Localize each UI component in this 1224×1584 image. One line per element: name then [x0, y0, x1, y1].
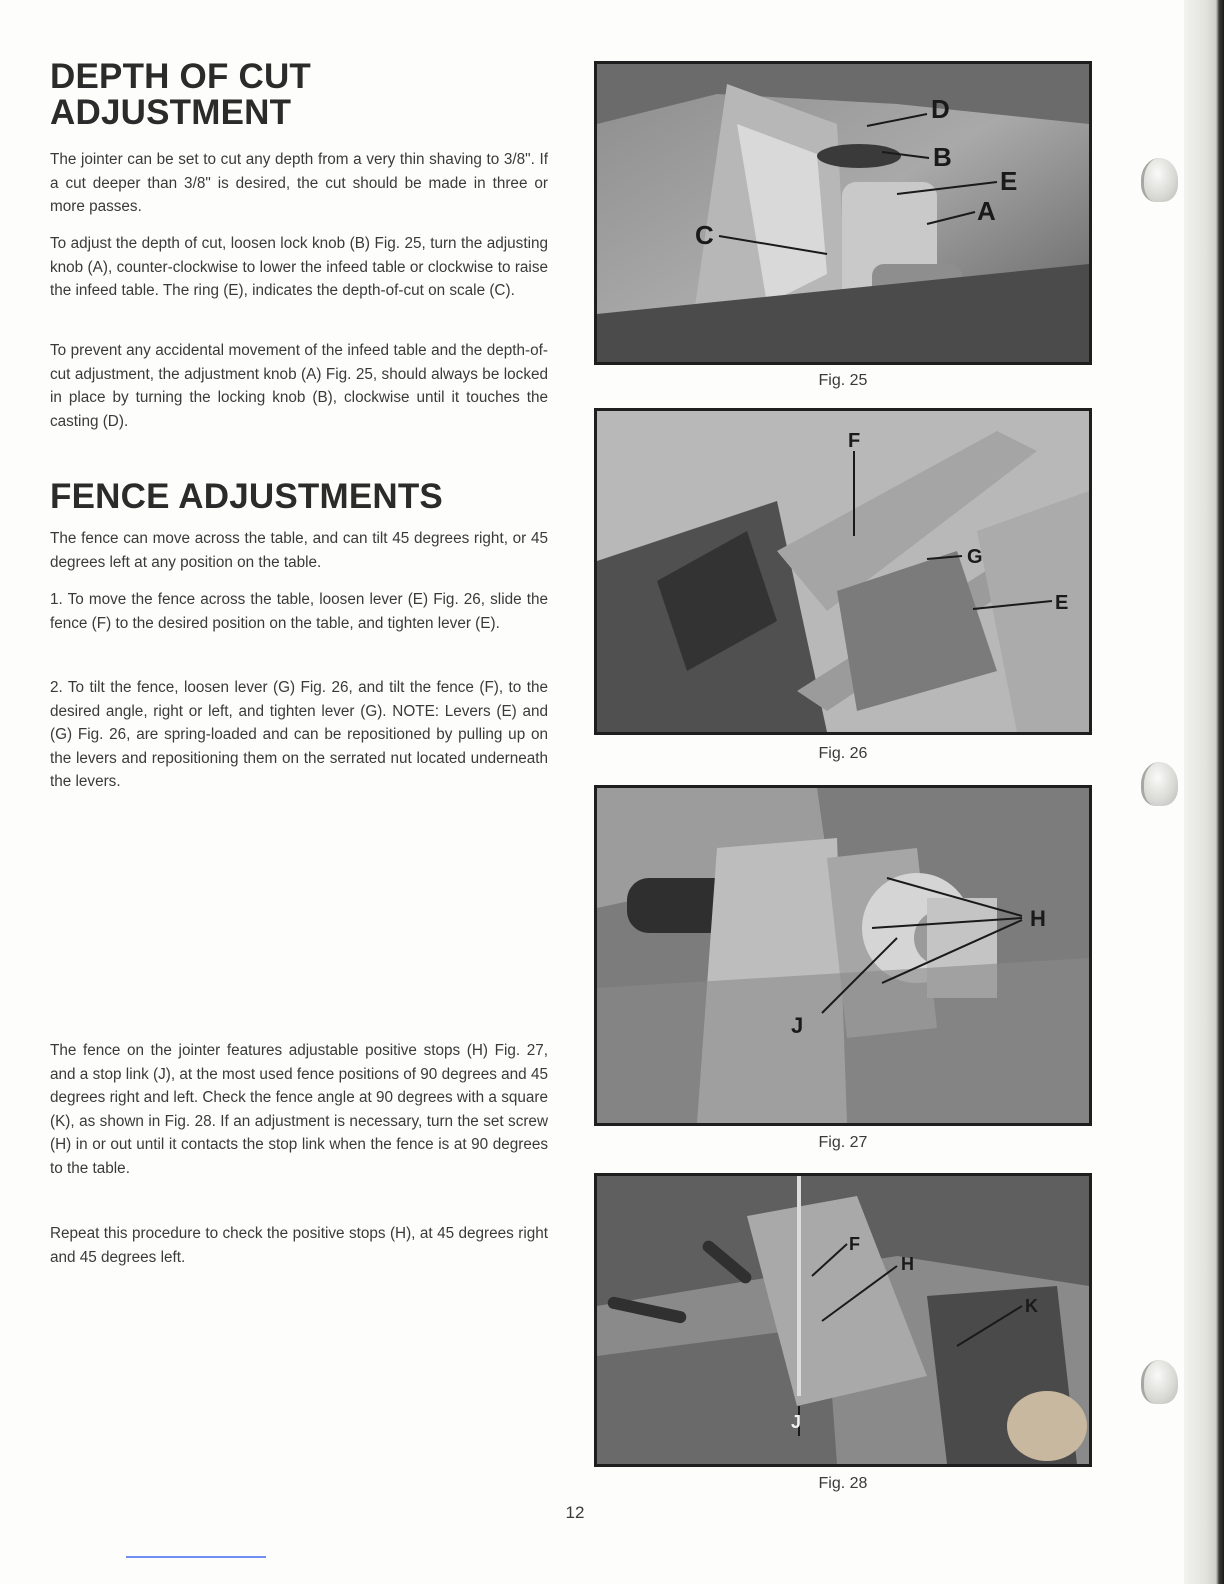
callout-label: F [849, 1234, 860, 1254]
callout-label: E [1000, 166, 1018, 196]
callout-label: J [791, 1013, 804, 1038]
fence-paragraph: Repeat this procedure to check the positive stops (H), at 45 degrees right and 45 degrees left. [50, 1225, 548, 1266]
fence-step-1: 1. To move the fence across the table, loosen lever (E) Fig. 26, slide the fence (F) to the desired position on the table, and tighten lever (E). [50, 591, 548, 632]
binder-hole [1141, 762, 1178, 806]
figure-28-photo [594, 1173, 1092, 1467]
depth-paragraph: To adjust the depth of cut, loosen lock knob (B) Fig. 25, turn the adjusting knob (A), counter-clockwise to lower the infeed table or clockwise to raise the infeed table. The ring (E), indicates the depth-of-cut on scale (C). [50, 235, 548, 299]
bottom-rule [126, 1556, 266, 1558]
callout-label: K [1025, 1296, 1038, 1316]
page-number: 12 [565, 1503, 585, 1522]
figure-26-photo [594, 408, 1092, 735]
callout-label: F [848, 430, 861, 452]
callout-label: E [1055, 592, 1069, 614]
figure-26-caption: Fig. 26 [818, 745, 868, 762]
figure-25-photo [594, 61, 1092, 365]
callout-label: H [1030, 906, 1046, 931]
binder-edge [1184, 0, 1224, 1584]
callout-label: C [695, 220, 714, 250]
depth-paragraph: To prevent any accidental movement of the infeed table and the depth-of-cut adjustment, the adjustment knob (A) Fig. 25, should always be locked in place by turning the locking knob (B), clockwise until it touches the casting (D). [50, 342, 548, 430]
callout-label: A [977, 196, 996, 226]
figure-25-caption: Fig. 25 [818, 372, 868, 389]
callout-label: D [931, 94, 950, 124]
figure-27-caption: Fig. 27 [818, 1134, 868, 1151]
callout-label: J [791, 1412, 802, 1432]
fence-heading: FENCE ADJUSTMENTS [50, 477, 443, 516]
callout-label: H [901, 1254, 914, 1274]
fence-step-2: 2. To tilt the fence, loosen lever (G) Fig. 26, and tilt the fence (F), to the desired angle, right or left, and tighten lever (G). NOTE: Levers (E) and (G) Fig. 26, are spring-loaded and can be repositioned by pulling up on the levers and repositioning them on the serrated nut located underneath the levers. [50, 679, 548, 790]
binder-hole [1141, 158, 1178, 202]
callout-label: B [933, 142, 952, 172]
figure-28-caption: Fig. 28 [818, 1475, 868, 1492]
fence-paragraph: The fence can move across the table, and can tilt 45 degrees right, or 45 degrees left at any position on the table. [50, 530, 548, 571]
callout-label: G [967, 546, 983, 568]
depth-paragraph: The jointer can be set to cut any depth from a very thin shaving to 3/8". If a cut deeper than 3/8" is desired, the cut should be made in three or more passes. [50, 151, 548, 215]
fence-paragraph: The fence on the jointer features adjustable positive stops (H) Fig. 27, and a stop link (J), at the most used fence positions of 90 degrees and 45 degrees right and left. Check the fence angle at 90 degrees with a square (K), as shown in Fig. 28. If an adjustment is necessary, turn the set screw (H) in or out until it contacts the stop link when the fence is at 90 degrees to the table. [50, 1042, 548, 1177]
figure-27-photo [594, 785, 1092, 1126]
binder-hole [1141, 1360, 1178, 1404]
depth-heading-line1: DEPTH OF CUT [50, 57, 312, 96]
depth-heading-line2: ADJUSTMENT [50, 93, 292, 132]
